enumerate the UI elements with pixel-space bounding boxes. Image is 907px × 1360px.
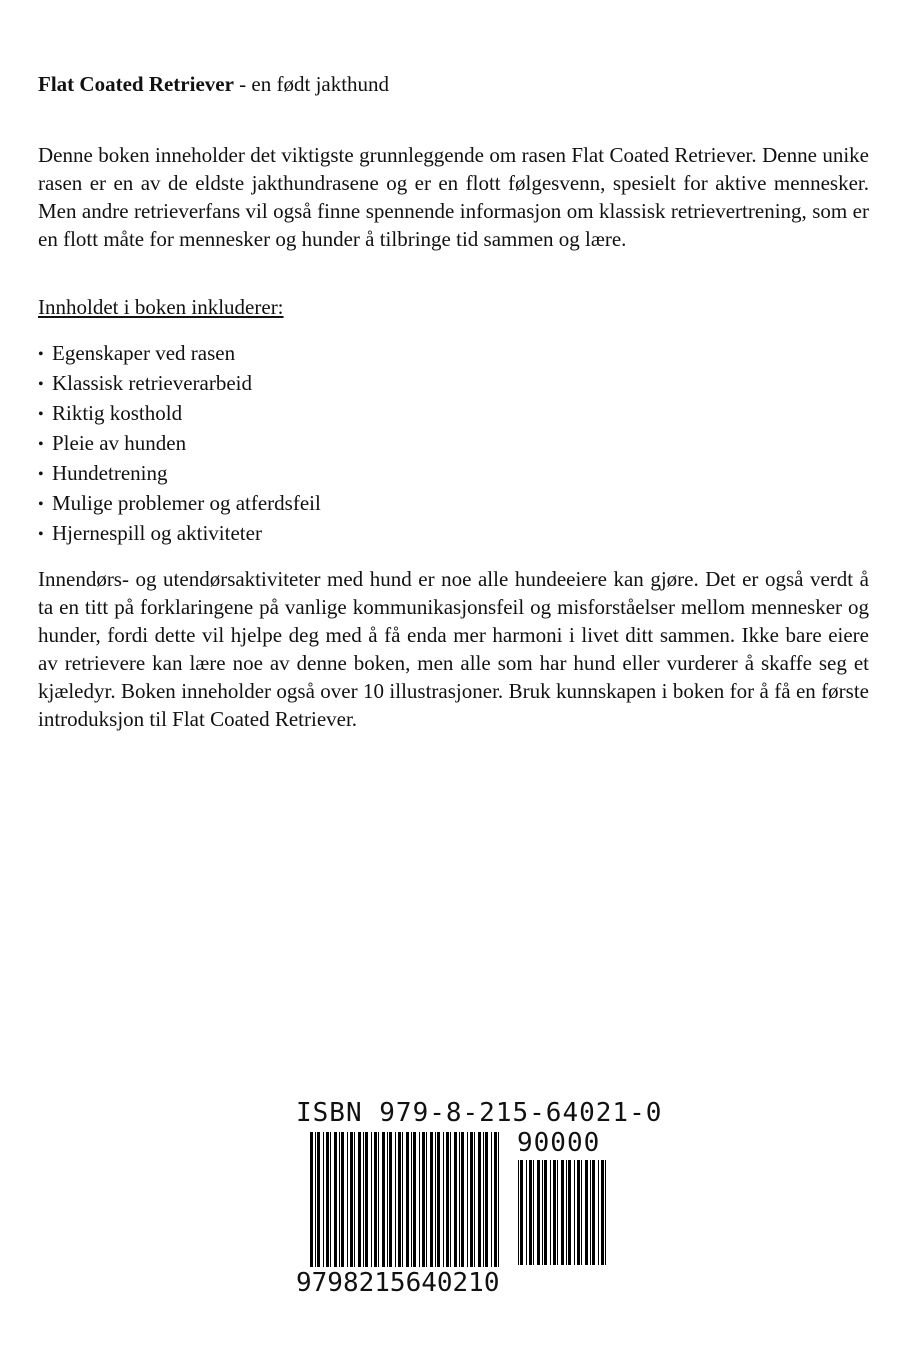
contents-heading: Innholdet i boken inkluderer: (38, 295, 284, 319)
barcode-bar (526, 1160, 527, 1265)
barcode-bar (443, 1132, 444, 1267)
barcode-bar (478, 1132, 481, 1267)
barcode-bar (550, 1160, 551, 1265)
barcode-bar (574, 1160, 575, 1265)
barcode-bar (592, 1160, 595, 1265)
barcode-bar (413, 1132, 416, 1267)
book-subtitle: - en født jakthund (233, 72, 390, 96)
barcode-bar (365, 1132, 368, 1267)
barcode-bar (494, 1132, 497, 1267)
closing-paragraph: Innendørs- og utendørsaktiviteter med hund er noe alle hundeeiere kan gjøre. Det er også verdt å ta en titt på forklaringene på vanlige kommunikasjonsfeil og misforståelser mellom mennesker og hunder, fordi dette vil hjelpe deg med å få enda mer harmoni i livet ditt sammen. Ikke bare eiere av retrievere kan lære noe av denne boken, men alle som har hund eller vurderer å skaffe seg et kjæledyr. Boken inneholder også over 10 illustrasjoner. Bruk kunnskapen i boken for å få en første introduksjon til Flat Coated Retriever. (38, 567, 869, 731)
barcode-bar (334, 1132, 337, 1267)
isbn-label: ISBN 979-8-215-64021-0 (296, 1098, 663, 1128)
isbn-barcode (296, 1098, 663, 1308)
barcode-bar (601, 1160, 604, 1265)
barcode-bar (467, 1132, 468, 1267)
barcode-bar (483, 1132, 484, 1267)
barcode-bar (533, 1160, 534, 1265)
barcode-bar (350, 1132, 353, 1267)
barcode-bar (598, 1160, 599, 1265)
barcode-bar (446, 1132, 449, 1267)
barcode-bar (317, 1132, 320, 1267)
barcode-bar (529, 1160, 532, 1265)
barcode-bar (430, 1132, 433, 1267)
barcode-bar (581, 1160, 582, 1265)
barcode-bar (382, 1132, 385, 1267)
barcode-bar (387, 1132, 388, 1267)
bullet: • (38, 496, 44, 513)
barcode-bar (398, 1132, 401, 1267)
barcode-bar (553, 1160, 556, 1265)
barcode-bar (411, 1132, 412, 1267)
list-item: • Mulige problemer og atferdsfeil (38, 489, 321, 519)
barcode-bar (561, 1160, 564, 1265)
book-title: Flat Coated Retriever (38, 72, 234, 96)
barcode-bar (330, 1132, 331, 1267)
barcode-bar (363, 1132, 364, 1267)
list-item: • Hjernespill og aktiviteter (38, 519, 321, 549)
barcode-bar (326, 1132, 329, 1267)
barcode-bar (422, 1132, 425, 1267)
barcode-bar (470, 1132, 473, 1267)
list-item: • Riktig kosthold (38, 399, 321, 429)
barcode-bar (520, 1160, 523, 1265)
barcode-bar (378, 1132, 379, 1267)
bullet: • (38, 346, 44, 363)
list-item: • Klassisk retrieverarbeid (38, 369, 321, 399)
list-item: • Pleie av hunden (38, 429, 321, 459)
barcode-bar (544, 1160, 547, 1265)
barcode-bar (474, 1132, 475, 1267)
barcode-bar (406, 1132, 409, 1267)
bullet: • (38, 406, 44, 423)
barcode-bar (450, 1132, 451, 1267)
barcode-bar (459, 1132, 460, 1267)
barcode-bar (537, 1160, 540, 1265)
list-item: • Hundetrening (38, 459, 321, 489)
barcode-bar (605, 1160, 606, 1265)
barcode-bar (461, 1132, 464, 1267)
barcode-bar (585, 1160, 588, 1265)
barcode-bar (315, 1132, 316, 1267)
barcode-bar (358, 1132, 361, 1267)
contents-list (38, 339, 321, 549)
barcode-bar (491, 1132, 492, 1267)
barcode-bar (518, 1160, 519, 1265)
list-item: • Egenskaper ved rasen (38, 339, 321, 369)
price-addon-code: 90000 (517, 1128, 601, 1158)
barcode-bar (437, 1132, 440, 1267)
book-title-line (38, 70, 389, 98)
barcode-bar (402, 1132, 403, 1267)
barcode-bar (577, 1160, 580, 1265)
barcode-bar (590, 1160, 591, 1265)
barcode-bar (542, 1160, 543, 1265)
barcode-bar (323, 1132, 324, 1267)
barcode-bar (566, 1160, 567, 1265)
barcode-bar (568, 1160, 571, 1265)
bullet: • (38, 436, 44, 453)
barcode-bar (389, 1132, 392, 1267)
barcode-bars (296, 1132, 616, 1272)
barcode-bar (426, 1132, 427, 1267)
barcode-bar (341, 1132, 344, 1267)
barcode-bar (498, 1132, 499, 1267)
bullet: • (38, 526, 44, 543)
barcode-bar (419, 1132, 420, 1267)
bullet: • (38, 376, 44, 393)
barcode-bar (435, 1132, 436, 1267)
barcode-bar (354, 1132, 355, 1267)
intro-paragraph: Denne boken inneholder det viktigste grunnleggende om rasen Flat Coated Retriever. Denne unike rasen er en av de eldste jakthundrasene og er en flott følgesvenn, spesielt for aktive mennesker. Men andre retrieverfans vil også finne spennende informasjon om klassisk retrievertrening, som er en flott måte for mennesker og hunder å tilbringe tid sammen og lære. (38, 143, 869, 251)
bullet: • (38, 466, 44, 483)
barcode-bar (395, 1132, 396, 1267)
barcode-bar (310, 1132, 313, 1267)
barcode-bar (371, 1132, 372, 1267)
barcode-bar (347, 1132, 348, 1267)
barcode-bar (339, 1132, 340, 1267)
ean-digits: 9798215640210 (296, 1268, 500, 1298)
barcode-bar (557, 1160, 558, 1265)
barcode-bar (374, 1132, 377, 1267)
barcode-bar (454, 1132, 457, 1267)
barcode-bar (485, 1132, 488, 1267)
